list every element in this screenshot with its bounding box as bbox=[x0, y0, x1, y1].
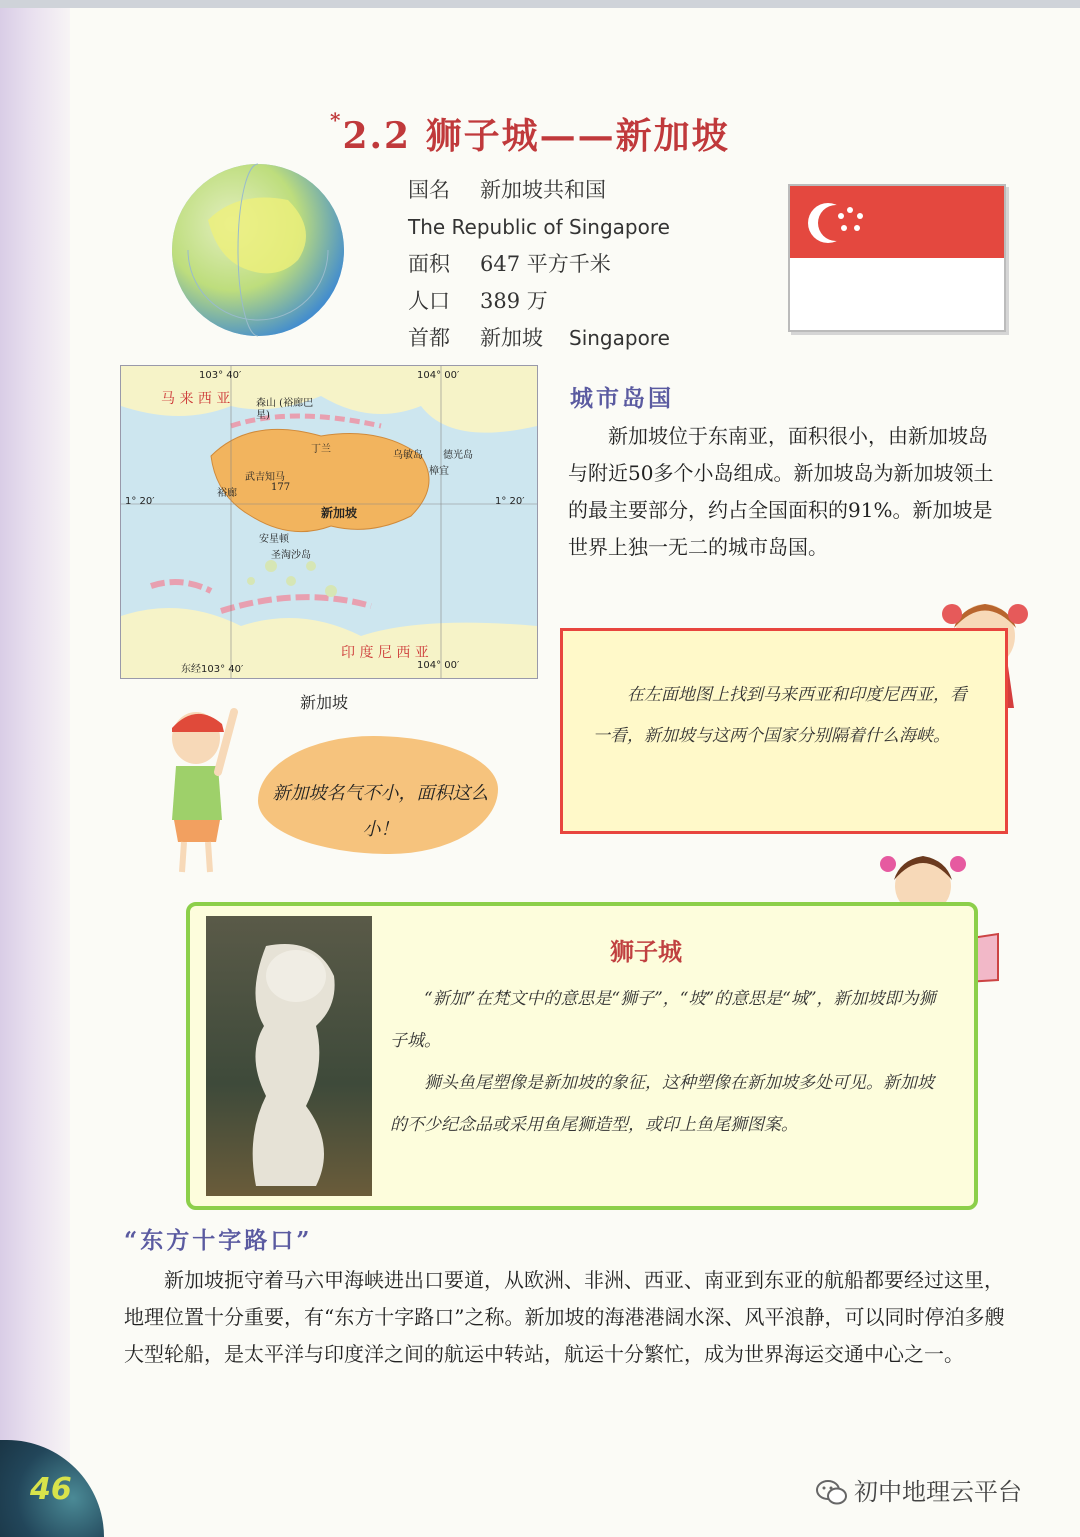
page-edge-gradient bbox=[0, 0, 70, 1537]
wechat-icon bbox=[816, 1479, 848, 1507]
population-value: 389 万 bbox=[480, 289, 548, 313]
crescent-stars-icon bbox=[804, 196, 874, 250]
reading-title: 狮子城 bbox=[610, 937, 682, 966]
section-heading-crossroads: “东方十字路口” bbox=[124, 1227, 313, 1254]
area-value: 647 平方千米 bbox=[480, 252, 611, 276]
singapore-map bbox=[120, 365, 538, 679]
map-label: 东经103° 40′ bbox=[181, 664, 244, 675]
reading-text bbox=[390, 978, 950, 1146]
area-label: 面积 bbox=[408, 252, 450, 276]
map-label: 马 来 西 亚 bbox=[161, 391, 231, 407]
reading-paragraph: 狮头鱼尾塑像是新加坡的象征，这种塑像在新加坡多处可见。新加坡的不少纪念品或采用鱼尾狮造型，或印上鱼尾狮图案。 bbox=[390, 1073, 934, 1135]
map-label: 177 bbox=[271, 482, 291, 493]
globe-icon bbox=[168, 160, 348, 340]
reading-box bbox=[186, 902, 978, 1210]
map-label: 新加坡 bbox=[321, 506, 358, 520]
city-island-paragraph: 新加坡位于东南亚，面积很小，由新加坡岛与附近50多个小岛组成。新加坡岛为新加坡领土的最主要部分，约占全国面积的91%。新加坡是世界上独一无二的城市岛国。 bbox=[568, 424, 994, 559]
section-heading-city-island: 城市岛国 bbox=[570, 385, 674, 412]
map-label: 德光岛 bbox=[443, 450, 473, 461]
singapore-flag bbox=[788, 184, 1006, 332]
crossroads-paragraph: 新加坡扼守着马六甲海峡进出口要道，从欧洲、非洲、西亚、南亚到东亚的航船都要经过这里，地理位置十分重要，有“东方十字路口”之称。新加坡的海港港阔水深、风平浪静，可以同时停泊多艘大型轮船，是太平洋与印度洋之间的航运中转站，航运十分繁忙，成为世界海运交通中心之一。 bbox=[124, 1268, 1005, 1366]
map-label: 1° 20′ bbox=[125, 496, 155, 507]
map-label: 樟宜 bbox=[429, 466, 449, 477]
speech-bubble bbox=[258, 736, 498, 854]
map-label: 乌敏岛 bbox=[393, 450, 423, 461]
name-label: 国名 bbox=[408, 178, 450, 202]
page-top-edge bbox=[0, 0, 1080, 8]
map-label: 印 度 尼 西 亚 bbox=[341, 645, 429, 661]
watermark: 初中地理云平台 bbox=[816, 1472, 1056, 1512]
map-label: 丁兰 bbox=[311, 444, 331, 455]
map-label: 裕廊 bbox=[217, 488, 237, 499]
map-label: 武吉知马 bbox=[245, 472, 285, 483]
map-label: 安星顿 bbox=[259, 534, 289, 545]
activity-text: 在左面地图上找到马来西亚和印度尼西亚，看一看，新加坡与这两个国家分别隔着什么海峡。 bbox=[593, 685, 967, 746]
activity-card bbox=[560, 628, 1008, 834]
capital-label: 首都 bbox=[408, 326, 450, 350]
population-label: 人口 bbox=[408, 289, 450, 313]
map-label: 104° 00′ bbox=[417, 370, 460, 381]
page-title: *2.2 狮子城——新加坡 bbox=[330, 108, 730, 157]
map-label: 104° 00′ bbox=[417, 660, 460, 671]
page-number: 46 bbox=[0, 1440, 104, 1537]
capital-value: 新加坡 bbox=[480, 326, 543, 350]
speech-text: 新加坡名气不小，面积这么小！ bbox=[272, 783, 489, 840]
map-caption: 新加坡 bbox=[300, 693, 349, 712]
map-label: 103° 40′ bbox=[199, 370, 242, 381]
name-english: The Republic of Singapore bbox=[408, 215, 670, 239]
map-label: 1° 20′ bbox=[495, 496, 525, 507]
name-value: 新加坡共和国 bbox=[480, 178, 606, 202]
reading-paragraph: “新加”在梵文中的意思是“狮子”，“坡”的意思是“城”，新加坡即为狮子城。 bbox=[390, 989, 936, 1051]
map-label: 圣淘沙岛 bbox=[271, 550, 311, 561]
map-label: 森山 (裕廊巴星) bbox=[256, 398, 314, 421]
country-facts bbox=[408, 172, 768, 357]
boy-cartoon-icon bbox=[158, 702, 238, 880]
merlion-photo bbox=[206, 916, 372, 1196]
capital-english: Singapore bbox=[569, 326, 670, 350]
